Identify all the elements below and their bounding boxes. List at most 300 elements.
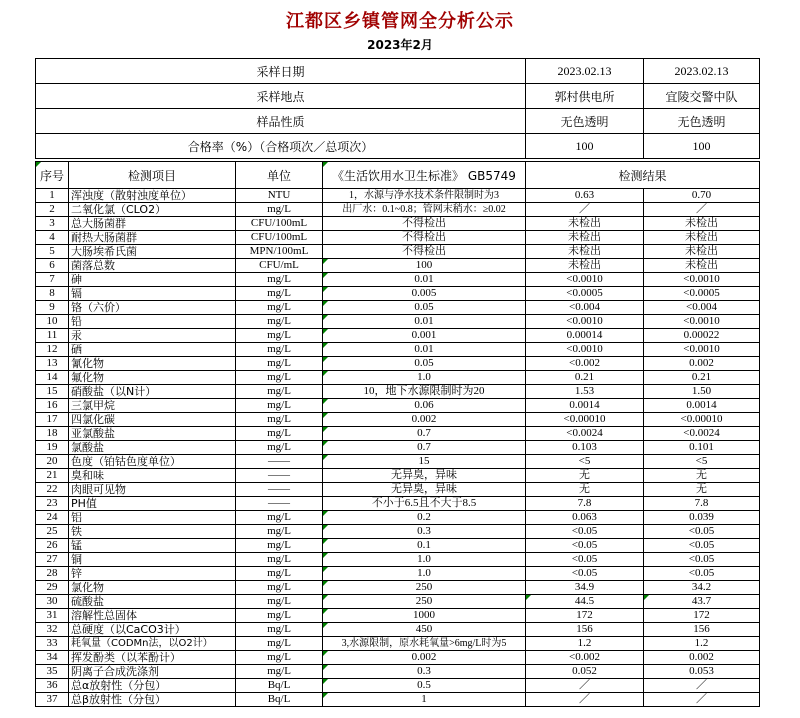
cell-result-site1: <0.0010 (526, 343, 644, 357)
info-value-site1: 2023.02.13 (526, 59, 644, 84)
table-row (36, 595, 760, 609)
cell-no: 10 (36, 315, 69, 329)
table-row (36, 581, 760, 595)
cell-result-site2: 0.039 (644, 511, 760, 525)
col-header-no: 序号 (36, 162, 69, 189)
excel-flag-triangle-icon (323, 595, 328, 600)
column-header-row (36, 162, 760, 189)
excel-flag-triangle-icon (323, 329, 328, 334)
cell-standard: 0.05 (323, 357, 526, 371)
cell-result-site1: <0.05 (526, 553, 644, 567)
cell-unit: mg/L (236, 343, 323, 357)
cell-item: 大肠埃希氏菌 (69, 245, 236, 259)
cell-result-site1: <0.0010 (526, 315, 644, 329)
table-row (36, 539, 760, 553)
cell-result-site1: 172 (526, 609, 644, 623)
table-row (36, 483, 760, 497)
table-row (36, 301, 760, 315)
excel-flag-triangle-icon (323, 455, 328, 460)
cell-result-site1: 未检出 (526, 259, 644, 273)
cell-no: 1 (36, 189, 69, 203)
excel-flag-triangle-icon (323, 301, 328, 306)
info-value-site2: 100 (644, 134, 760, 159)
cell-standard: 无异臭，异味 (323, 483, 526, 497)
cell-item: 四氯化碳 (69, 413, 236, 427)
excel-flag-triangle-icon (644, 595, 649, 600)
excel-flag-triangle-icon (323, 623, 328, 628)
cell-standard: 不得检出 (323, 217, 526, 231)
cell-item: 氰化物 (69, 357, 236, 371)
cell-standard: 不小于6.5且不大于8.5 (323, 497, 526, 511)
cell-no: 18 (36, 427, 69, 441)
cell-result-site2: 无 (644, 483, 760, 497)
cell-no: 30 (36, 595, 69, 609)
cell-no: 13 (36, 357, 69, 371)
cell-item: 汞 (69, 329, 236, 343)
info-value-site2: 宜陵交警中队 (644, 84, 760, 109)
cell-result-site2: 1.2 (644, 637, 760, 651)
cell-item: 硒 (69, 343, 236, 357)
cell-item: 铁 (69, 525, 236, 539)
cell-result-site2: 0.70 (644, 189, 760, 203)
cell-item: 氯酸盐 (69, 441, 236, 455)
cell-no: 25 (36, 525, 69, 539)
table-row (36, 609, 760, 623)
report-month: 2023年2月 (367, 38, 433, 52)
cell-item: 耗氧量（CODMn法，以O2计） (69, 637, 236, 651)
cell-item: 总α放射性（分包） (69, 679, 236, 693)
cell-result-site2: <0.05 (644, 525, 760, 539)
cell-result-site2: <0.05 (644, 567, 760, 581)
info-value-site1: 郭村供电所 (526, 84, 644, 109)
excel-flag-triangle-icon (323, 259, 328, 264)
excel-flag-triangle-icon (323, 343, 328, 348)
cell-result-site2: <0.004 (644, 301, 760, 315)
info-row (36, 109, 760, 134)
excel-flag-triangle-icon (323, 553, 328, 558)
cell-no: 36 (36, 679, 69, 693)
cell-no: 14 (36, 371, 69, 385)
cell-result-site2: <0.0010 (644, 343, 760, 357)
excel-flag-triangle-icon (526, 595, 531, 600)
cell-result-site1: <0.0010 (526, 273, 644, 287)
cell-standard: 0.002 (323, 651, 526, 665)
excel-flag-triangle-icon (323, 693, 328, 698)
cell-standard: 0.01 (323, 273, 526, 287)
info-row (36, 134, 760, 159)
cell-no: 5 (36, 245, 69, 259)
cell-item: 溶解性总固体 (69, 609, 236, 623)
excel-flag-triangle-icon (323, 581, 328, 586)
notice-page (0, 7, 800, 718)
cell-no: 4 (36, 231, 69, 245)
cell-standard: 100 (323, 259, 526, 273)
info-row (36, 59, 760, 84)
info-label: 采样地点 (36, 84, 526, 109)
table-row (36, 385, 760, 399)
excel-flag-triangle-icon (323, 665, 328, 670)
cell-no: 37 (36, 693, 69, 707)
cell-result-site2: 43.7 (644, 595, 760, 609)
cell-unit: mg/L (236, 609, 323, 623)
table-row (36, 553, 760, 567)
cell-result-site1: 无 (526, 483, 644, 497)
cell-standard: 0.005 (323, 287, 526, 301)
cell-no: 29 (36, 581, 69, 595)
cell-unit: mg/L (236, 651, 323, 665)
cell-no: 11 (36, 329, 69, 343)
table-row (36, 413, 760, 427)
cell-result-site1: ／ (526, 679, 644, 693)
table-row (36, 273, 760, 287)
cell-result-site2: 1.50 (644, 385, 760, 399)
info-label: 合格率（%）（合格项次／总项次） (36, 134, 526, 159)
cell-no: 34 (36, 651, 69, 665)
cell-standard: 0.05 (323, 301, 526, 315)
cell-item: 二氧化氯（CLO2） (69, 203, 236, 217)
cell-unit: Bq/L (236, 693, 323, 707)
cell-unit: mg/L (236, 553, 323, 567)
cell-item: 菌落总数 (69, 259, 236, 273)
cell-unit: mg/L (236, 539, 323, 553)
table-row (36, 623, 760, 637)
cell-standard: 不得检出 (323, 231, 526, 245)
table-row (36, 637, 760, 651)
cell-standard: 0.5 (323, 679, 526, 693)
cell-result-site2: 0.002 (644, 651, 760, 665)
table-row (36, 679, 760, 693)
excel-flag-triangle-icon (323, 273, 328, 278)
cell-no: 17 (36, 413, 69, 427)
cell-no: 9 (36, 301, 69, 315)
cell-standard: 无异臭，异味 (323, 469, 526, 483)
cell-result-site1: <0.004 (526, 301, 644, 315)
cell-no: 32 (36, 623, 69, 637)
cell-result-site2: 未检出 (644, 259, 760, 273)
excel-flag-triangle-icon (323, 287, 328, 292)
col-header-result: 检测结果 (526, 162, 760, 189)
table-row (36, 189, 760, 203)
cell-unit: CFU/100mL (236, 217, 323, 231)
cell-result-site2: 172 (644, 609, 760, 623)
cell-result-site1: 无 (526, 469, 644, 483)
cell-item: 浑浊度（散射浊度单位） (69, 189, 236, 203)
cell-result-site2: <0.0005 (644, 287, 760, 301)
cell-standard: 1.0 (323, 553, 526, 567)
cell-no: 35 (36, 665, 69, 679)
cell-result-site2: 未检出 (644, 245, 760, 259)
cell-unit: mg/L (236, 399, 323, 413)
info-value-site2: 无色透明 (644, 109, 760, 134)
cell-result-site1: 1.2 (526, 637, 644, 651)
cell-standard: 0.2 (323, 511, 526, 525)
table-row (36, 357, 760, 371)
cell-standard: 250 (323, 595, 526, 609)
cell-no: 16 (36, 399, 69, 413)
table-row (36, 693, 760, 707)
cell-result-site2: 156 (644, 623, 760, 637)
cell-result-site1: <0.002 (526, 651, 644, 665)
excel-flag-triangle-icon (323, 539, 328, 544)
cell-standard: 1.0 (323, 371, 526, 385)
cell-result-site2: <0.0010 (644, 315, 760, 329)
cell-result-site2: 0.21 (644, 371, 760, 385)
table-row (36, 455, 760, 469)
cell-unit: mg/L (236, 567, 323, 581)
cell-item: 阴离子合成洗涤剂 (69, 665, 236, 679)
cell-result-site2: 无 (644, 469, 760, 483)
cell-standard: 3,水源限制，原水耗氧量>6mg/L时为5 (323, 637, 526, 651)
cell-item: 铬（六价） (69, 301, 236, 315)
cell-result-site1: 0.00014 (526, 329, 644, 343)
cell-item: 三氯甲烷 (69, 399, 236, 413)
table-row (36, 525, 760, 539)
cell-no: 21 (36, 469, 69, 483)
cell-unit: mg/L (236, 413, 323, 427)
cell-standard: 0.06 (323, 399, 526, 413)
table-row (36, 665, 760, 679)
cell-item: 氯化物 (69, 581, 236, 595)
cell-no: 31 (36, 609, 69, 623)
cell-result-site2: ／ (644, 679, 760, 693)
cell-result-site2: 0.0014 (644, 399, 760, 413)
cell-result-site2: ／ (644, 203, 760, 217)
cell-unit: mg/L (236, 301, 323, 315)
excel-flag-triangle-icon (323, 609, 328, 614)
cell-result-site1: 0.63 (526, 189, 644, 203)
cell-no: 15 (36, 385, 69, 399)
cell-standard: 不得检出 (323, 245, 526, 259)
cell-no: 19 (36, 441, 69, 455)
page-title: 江都区乡镇管网全分析公示 (286, 11, 514, 32)
cell-result-site2: 34.2 (644, 581, 760, 595)
cell-result-site1: <0.0005 (526, 287, 644, 301)
cell-unit: mg/L (236, 371, 323, 385)
excel-flag-triangle-icon (323, 525, 328, 530)
table-row (36, 469, 760, 483)
cell-result-site2: <0.00010 (644, 413, 760, 427)
table-row (36, 245, 760, 259)
cell-result-site2: 0.002 (644, 357, 760, 371)
cell-standard: 0.3 (323, 665, 526, 679)
cell-result-site1: 0.103 (526, 441, 644, 455)
info-row (36, 84, 760, 109)
excel-flag-triangle-icon (323, 399, 328, 404)
cell-standard: 450 (323, 623, 526, 637)
cell-result-site2: 0.053 (644, 665, 760, 679)
cell-result-site1: 44.5 (526, 595, 644, 609)
cell-item: 肉眼可见物 (69, 483, 236, 497)
cell-no: 2 (36, 203, 69, 217)
cell-unit: CFU/mL (236, 259, 323, 273)
cell-no: 3 (36, 217, 69, 231)
cell-result-site1: <0.00010 (526, 413, 644, 427)
excel-flag-triangle-icon (323, 567, 328, 572)
cell-unit: mg/L (236, 357, 323, 371)
cell-item: 总大肠菌群 (69, 217, 236, 231)
cell-result-site1: <0.0024 (526, 427, 644, 441)
cell-result-site1: 34.9 (526, 581, 644, 595)
excel-flag-triangle-icon (323, 357, 328, 362)
sample-info-table (35, 58, 760, 159)
excel-flag-triangle-icon (323, 413, 328, 418)
excel-flag-triangle-icon (323, 315, 328, 320)
cell-item: 臭和味 (69, 469, 236, 483)
excel-flag-triangle-icon (36, 162, 41, 167)
cell-result-site1: ／ (526, 693, 644, 707)
table-row (36, 567, 760, 581)
cell-result-site2: <5 (644, 455, 760, 469)
cell-no: 23 (36, 497, 69, 511)
info-label: 样品性质 (36, 109, 526, 134)
cell-item: 总硬度（以CaCO3计） (69, 623, 236, 637)
cell-unit: mg/L (236, 665, 323, 679)
cell-result-site1: 156 (526, 623, 644, 637)
info-value-site1: 100 (526, 134, 644, 159)
table-row (36, 399, 760, 413)
cell-item: 铜 (69, 553, 236, 567)
table-row (36, 441, 760, 455)
cell-unit: mg/L (236, 637, 323, 651)
cell-result-site2: ／ (644, 693, 760, 707)
table-row (36, 343, 760, 357)
cell-result-site2: <0.05 (644, 553, 760, 567)
cell-result-site2: <0.0010 (644, 273, 760, 287)
table-row (36, 287, 760, 301)
cell-result-site1: 未检出 (526, 217, 644, 231)
excel-flag-triangle-icon (323, 441, 328, 446)
cell-unit: CFU/100mL (236, 231, 323, 245)
table-row (36, 203, 760, 217)
col-header-unit: 单位 (236, 162, 323, 189)
cell-result-site1: <0.05 (526, 539, 644, 553)
cell-no: 33 (36, 637, 69, 651)
cell-standard: 1000 (323, 609, 526, 623)
cell-standard: 1 (323, 693, 526, 707)
cell-unit: —— (236, 483, 323, 497)
cell-standard: 0.3 (323, 525, 526, 539)
cell-unit: mg/L (236, 427, 323, 441)
excel-flag-triangle-icon (323, 427, 328, 432)
cell-item: 耐热大肠菌群 (69, 231, 236, 245)
cell-result-site2: <0.0024 (644, 427, 760, 441)
cell-standard: 出厂水：0.1~0.8；管网末稍水：≥0.02 (323, 203, 526, 217)
cell-unit: mg/L (236, 273, 323, 287)
cell-standard: 1.0 (323, 567, 526, 581)
table-row (36, 427, 760, 441)
cell-result-site1: <0.05 (526, 567, 644, 581)
cell-item: 硝酸盐（以N计） (69, 385, 236, 399)
cell-unit: mg/L (236, 287, 323, 301)
excel-flag-triangle-icon (323, 511, 328, 516)
cell-result-site2: 0.00022 (644, 329, 760, 343)
cell-unit: mg/L (236, 595, 323, 609)
cell-no: 20 (36, 455, 69, 469)
cell-item: 挥发酚类（以苯酚计） (69, 651, 236, 665)
cell-standard: 10，地下水源限制时为20 (323, 385, 526, 399)
table-row (36, 231, 760, 245)
cell-standard: 1，水源与净水技术条件限制时为3 (323, 189, 526, 203)
cell-unit: mg/L (236, 315, 323, 329)
cell-standard: 250 (323, 581, 526, 595)
cell-standard: 0.7 (323, 427, 526, 441)
table-row (36, 497, 760, 511)
cell-standard: 0.01 (323, 315, 526, 329)
cell-item: 氟化物 (69, 371, 236, 385)
cell-standard: 0.1 (323, 539, 526, 553)
cell-standard: 0.001 (323, 329, 526, 343)
col-header-standard: 《生活饮用水卫生标准》 GB5749 (323, 162, 526, 189)
cell-result-site1: 0.0014 (526, 399, 644, 413)
cell-result-site1: <5 (526, 455, 644, 469)
cell-item: 锌 (69, 567, 236, 581)
cell-unit: —— (236, 497, 323, 511)
table-row (36, 511, 760, 525)
cell-result-site1: 0.052 (526, 665, 644, 679)
cell-no: 8 (36, 287, 69, 301)
cell-result-site1: <0.002 (526, 357, 644, 371)
cell-unit: mg/L (236, 385, 323, 399)
cell-result-site2: 未检出 (644, 231, 760, 245)
table-row (36, 651, 760, 665)
table-row (36, 315, 760, 329)
cell-result-site2: 0.101 (644, 441, 760, 455)
cell-item: 锰 (69, 539, 236, 553)
cell-result-site1: <0.05 (526, 525, 644, 539)
cell-result-site1: 0.063 (526, 511, 644, 525)
cell-unit: mg/L (236, 203, 323, 217)
cell-item: 铅 (69, 315, 236, 329)
cell-item: 色度（铂钴色度单位） (69, 455, 236, 469)
cell-no: 6 (36, 259, 69, 273)
cell-result-site1: 未检出 (526, 245, 644, 259)
info-value-site2: 2023.02.13 (644, 59, 760, 84)
excel-flag-triangle-icon (323, 371, 328, 376)
cell-no: 12 (36, 343, 69, 357)
cell-result-site2: <0.05 (644, 539, 760, 553)
cell-result-site2: 未检出 (644, 217, 760, 231)
cell-no: 28 (36, 567, 69, 581)
cell-no: 27 (36, 553, 69, 567)
cell-item: 铝 (69, 511, 236, 525)
cell-unit: mg/L (236, 581, 323, 595)
cell-result-site1: 1.53 (526, 385, 644, 399)
cell-result-site1: ／ (526, 203, 644, 217)
cell-unit: MPN/100mL (236, 245, 323, 259)
cell-result-site2: 7.8 (644, 497, 760, 511)
cell-unit: mg/L (236, 441, 323, 455)
cell-unit: mg/L (236, 511, 323, 525)
cell-unit: mg/L (236, 329, 323, 343)
cell-no: 26 (36, 539, 69, 553)
cell-no: 7 (36, 273, 69, 287)
cell-standard: 0.7 (323, 441, 526, 455)
cell-no: 22 (36, 483, 69, 497)
cell-item: 亚氯酸盐 (69, 427, 236, 441)
cell-standard: 0.01 (323, 343, 526, 357)
excel-flag-triangle-icon (323, 651, 328, 656)
info-value-site1: 无色透明 (526, 109, 644, 134)
table-row (36, 259, 760, 273)
cell-result-site1: 未检出 (526, 231, 644, 245)
cell-no: 24 (36, 511, 69, 525)
table-row (36, 217, 760, 231)
cell-unit: —— (236, 469, 323, 483)
table-row (36, 329, 760, 343)
col-header-item: 检测项目 (69, 162, 236, 189)
cell-result-site1: 7.8 (526, 497, 644, 511)
cell-item: 砷 (69, 273, 236, 287)
